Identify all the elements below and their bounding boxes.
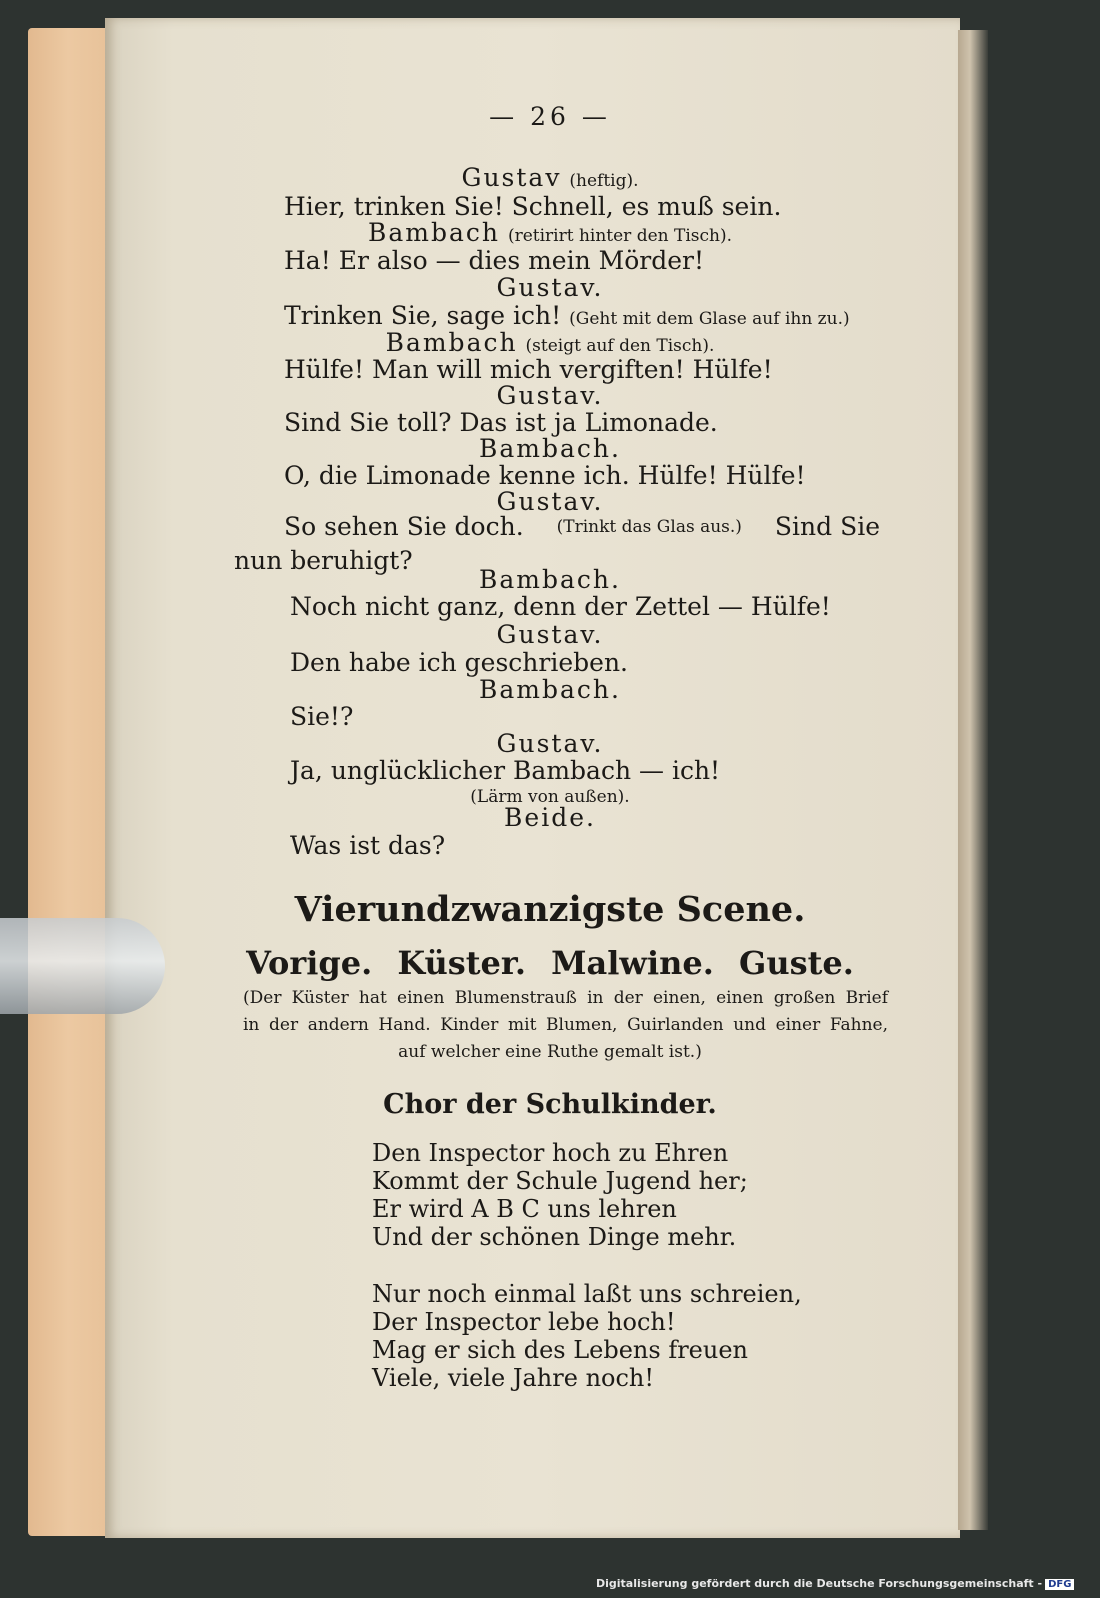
- dialogue-continuation: nun beruhigt?: [234, 546, 413, 575]
- verse-line: Kommt der Schule Jugend her;: [372, 1167, 748, 1195]
- verse-line: Er wird A B C uns lehren: [372, 1195, 677, 1223]
- dialogue-line: Hier, trinken Sie! Schnell, es muß sein.: [284, 192, 782, 221]
- page-number: — 26 —: [489, 102, 611, 131]
- speaker-name: Gustav.: [496, 487, 604, 516]
- dialogue-line: Noch nicht ganz, denn der Zettel — Hülfe!: [290, 592, 831, 621]
- dialogue-line: O, die Limonade kenne ich. Hülfe! Hülfe!: [284, 461, 806, 490]
- speaker-name: Bambach: [367, 218, 500, 247]
- stage-direction: (Trinkt das Glas aus.): [556, 517, 742, 537]
- scene-stage-direction-line: auf welcher eine Ruthe gemalt ist.): [398, 1042, 702, 1062]
- footer-text: Digitalisierung gefördert durch die Deutsche Forschungsgemeinschaft -: [596, 1577, 1043, 1590]
- scene-stage-direction-line: (Der Küster hat einen Blumenstrauß in der einen, einen großen Brief: [243, 988, 888, 1008]
- speaker-name: Gustav.: [496, 273, 604, 302]
- dialogue-text: So sehen Sie doch.: [284, 512, 524, 541]
- verse-line: Der Inspector lebe hoch!: [372, 1308, 676, 1336]
- dialogue-text: Trinken Sie, sage ich!: [284, 301, 562, 330]
- stage-direction: (steigt auf den Tisch).: [525, 336, 715, 356]
- verse-line: Nur noch einmal laßt uns schreien,: [372, 1280, 802, 1308]
- dialogue-line: Sie!?: [290, 702, 354, 731]
- speaker-name: Bambach.: [479, 675, 621, 704]
- speaker-name: Gustav.: [496, 729, 604, 758]
- scene-title: Vierundzwanzigste Scene.: [294, 889, 806, 930]
- chorus-title: Chor der Schulkinder.: [383, 1089, 717, 1120]
- dialogue-line: Sind Sie toll? Das ist ja Limonade.: [284, 408, 718, 437]
- speaker-name: Gustav.: [496, 381, 604, 410]
- speaker-name: Bambach.: [479, 565, 621, 594]
- dialogue-line: Den habe ich geschrieben.: [290, 648, 629, 677]
- dialogue-line: Ja, unglücklicher Bambach — ich!: [290, 756, 721, 785]
- dialogue-line: [284, 512, 880, 542]
- dialogue-line: Hülfe! Man will mich vergiften! Hülfe!: [284, 355, 773, 384]
- digitization-footer: [596, 1577, 1074, 1590]
- scene-stage-direction-line: in der andern Hand. Kinder mit Blumen, Guirlanden und einer Fahne,: [243, 1015, 888, 1035]
- stage-direction: (retirirt hinter den Tisch).: [507, 226, 733, 246]
- dialogue-text: Sind Sie: [774, 512, 880, 541]
- speaker-name: Bambach: [385, 328, 518, 357]
- stage-direction: (Lärm von außen).: [470, 787, 630, 807]
- speaker-name: Gustav.: [496, 620, 604, 649]
- verse-line: Viele, viele Jahre noch!: [372, 1364, 655, 1392]
- verse-line: Und der schönen Dinge mehr.: [372, 1223, 737, 1251]
- speaker-name: Beide.: [504, 803, 596, 832]
- verse-line: Den Inspector hoch zu Ehren: [372, 1139, 729, 1167]
- stage-direction: (heftig).: [569, 171, 639, 191]
- verse-line: Mag er sich des Lebens freuen: [372, 1336, 748, 1364]
- stage-direction: (Geht mit dem Glase auf ihn zu.): [569, 309, 850, 329]
- dialogue-line: Ha! Er also — dies mein Mörder!: [284, 246, 705, 275]
- speaker-name: Bambach.: [479, 434, 621, 463]
- scene-cast: Vorige. Küster. Malwine. Guste.: [246, 944, 854, 982]
- dfg-logo-icon: DFG: [1045, 1579, 1074, 1590]
- speaker-name: Gustav: [461, 163, 562, 192]
- dialogue-line: Was ist das?: [290, 831, 446, 860]
